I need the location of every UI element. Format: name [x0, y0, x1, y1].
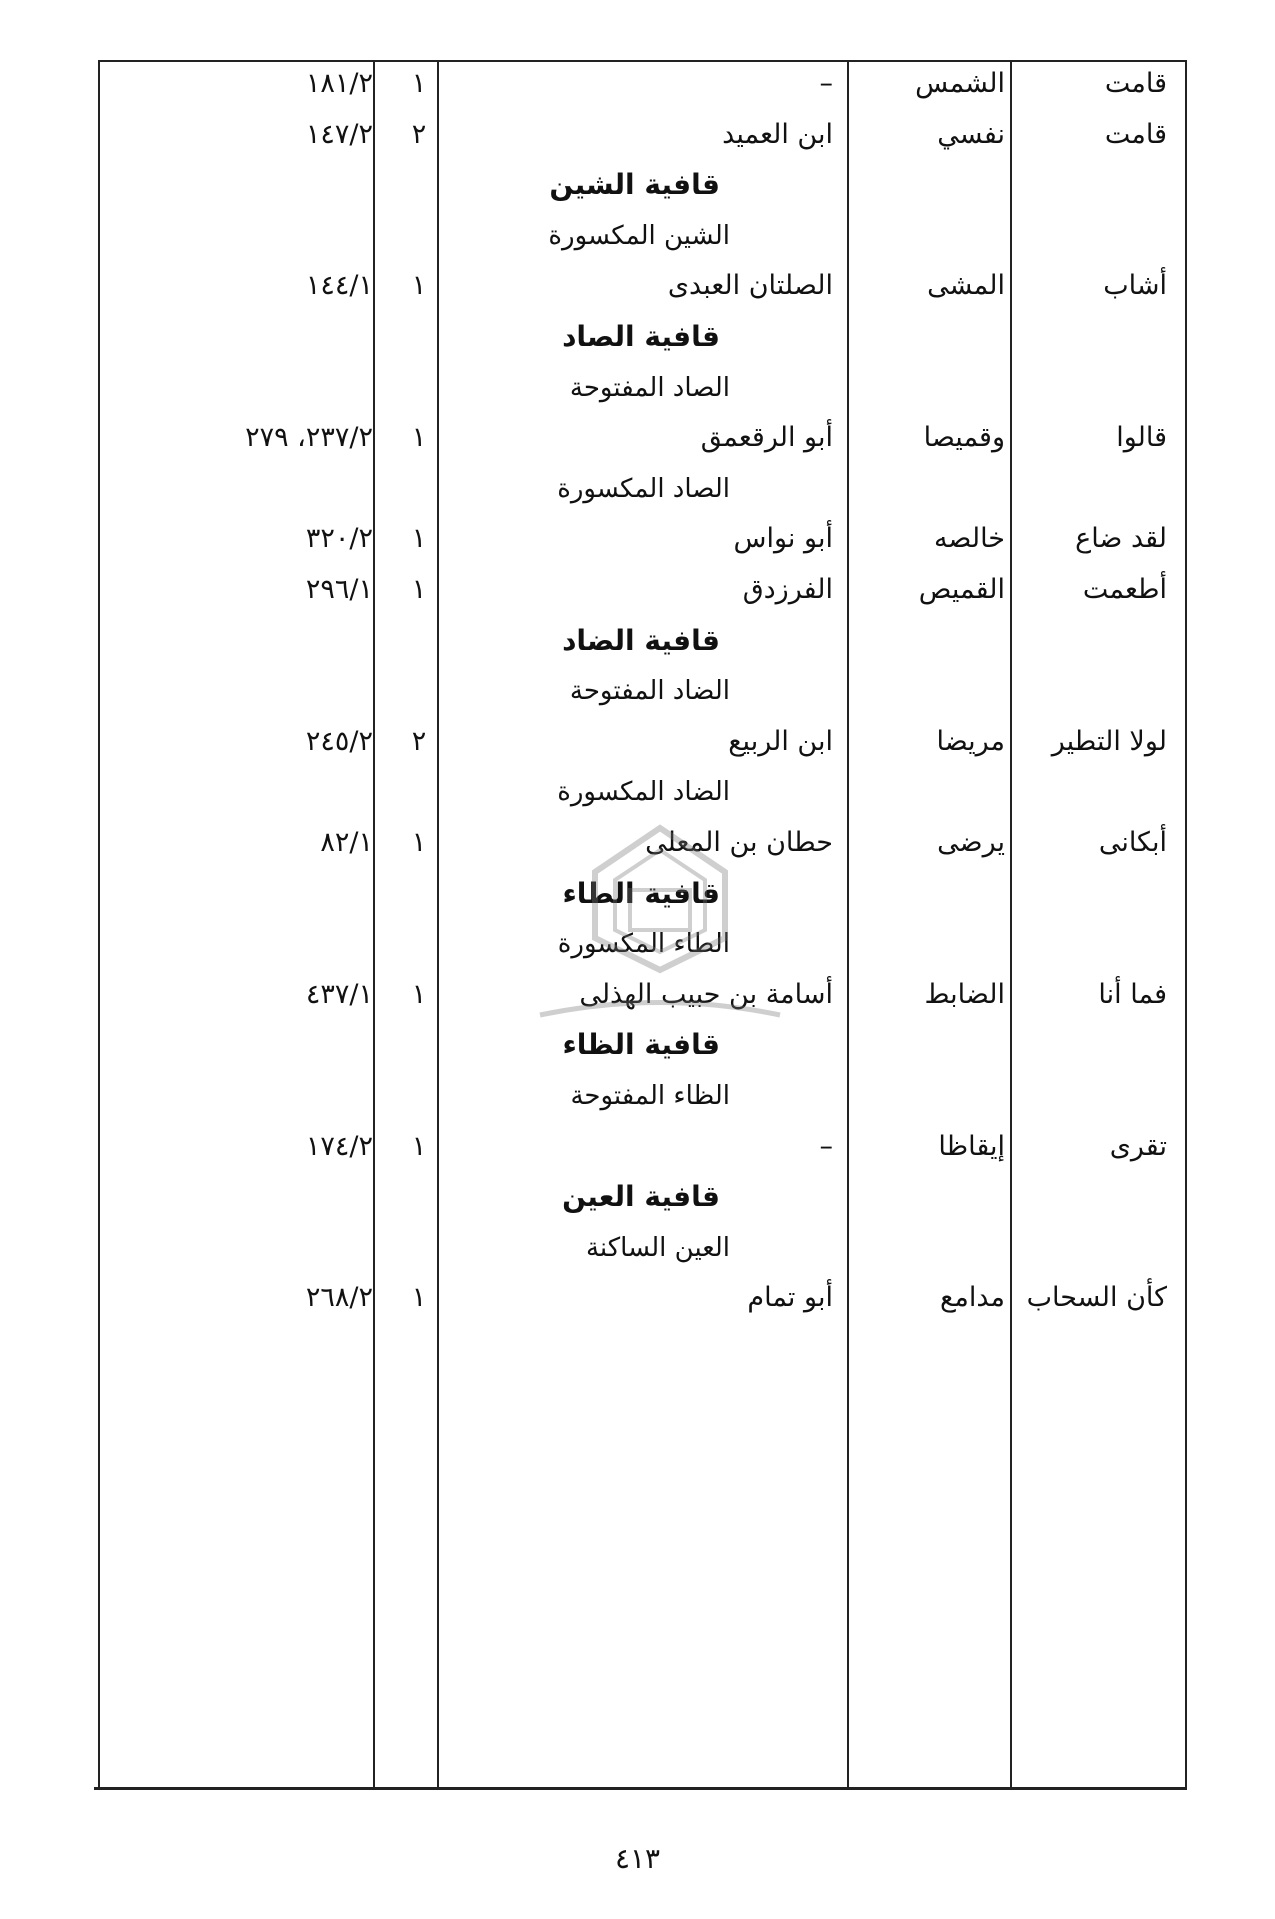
verse-opening-word: تقرى: [1109, 1130, 1167, 1162]
verse-count: ١: [411, 270, 427, 302]
verse-opening-word: كأن السحاب: [1026, 1282, 1167, 1314]
rhyme-word: المشى: [927, 270, 1005, 302]
table-row: [0, 1268, 1275, 1328]
rhyme-subsection-title: الشين المكسورة: [548, 220, 730, 251]
rhyme-word: خالصه: [933, 523, 1005, 555]
verse-count: ١: [411, 978, 427, 1010]
verse-opening-word: أطعمت: [1082, 574, 1167, 605]
poet-name: أبو الرقعمق: [700, 422, 833, 454]
rhyme-word: القميص: [918, 574, 1005, 605]
rhyme-word: مدامع: [940, 1282, 1005, 1314]
page-reference: ١٤٧/٢: [305, 118, 373, 150]
poet-name: –: [819, 68, 833, 99]
rhyme-section-title: قافية الصاد: [562, 320, 720, 353]
rhyme-word: إيقاظا: [938, 1130, 1005, 1162]
poet-name: أسامة بن حبيب الهذلى: [579, 978, 833, 1010]
poet-name: الفرزدق: [742, 574, 833, 605]
page-reference: ١٧٤/٢: [305, 1130, 373, 1162]
verse-opening-word: قامت: [1104, 68, 1167, 99]
rhyme-word: نفسي: [937, 118, 1005, 150]
rhyme-word: يرضى: [937, 827, 1005, 858]
page-reference: ٣٢٠/٢: [305, 523, 373, 555]
verse-opening-word: قالوا: [1116, 422, 1167, 454]
verse-count: ١: [411, 422, 427, 454]
verse-count: ١: [411, 1130, 427, 1162]
poet-name: أبو نواس: [733, 523, 833, 555]
rhyme-word: الشمس: [915, 68, 1005, 99]
verse-opening-word: أبكانى: [1098, 827, 1167, 858]
rhyme-section-title: قافية الشين: [549, 168, 720, 202]
rhyme-section-title: قافية الظاء: [562, 1028, 720, 1062]
verse-count: ١: [411, 574, 427, 605]
verse-count: ١: [411, 523, 427, 555]
verse-opening-word: قامت: [1104, 118, 1167, 150]
verse-count: ٢: [411, 118, 427, 150]
poet-name: ابن العميد: [722, 118, 833, 150]
verse-count: ١: [411, 1282, 427, 1314]
poet-name: أبو تمام: [747, 1282, 833, 1314]
verse-opening-word: لقد ضاع: [1075, 523, 1167, 555]
rhyme-word: الضابط: [924, 978, 1005, 1010]
page-reference: ٢٩٦/١: [305, 574, 373, 605]
rhyme-subsection-title: العين الساكنة: [585, 1232, 730, 1263]
page-reference: ٢٦٨/٢: [305, 1282, 373, 1314]
poet-name: الصلتان العبدى: [667, 270, 833, 302]
verse-count: ٢: [411, 725, 427, 757]
rhyme-subsection-title: الصاد المكسورة: [557, 473, 730, 504]
page-reference: ٢٣٧/٢، ٢٧٩: [245, 422, 373, 454]
page-reference: ٨٢/١: [320, 827, 373, 858]
page-reference: ٤٣٧/١: [305, 978, 373, 1010]
verse-opening-word: فما أنا: [1098, 978, 1167, 1010]
rhyme-word: وقميصا: [923, 422, 1005, 454]
table-bottom-rule: [94, 1787, 1186, 1790]
poet-name: حطان بن المعلى: [645, 827, 833, 858]
poet-name: –: [819, 1130, 833, 1162]
page-reference: ١٨١/٢: [305, 68, 373, 99]
rhyme-section-title: قافية العين: [562, 1180, 720, 1214]
verse-count: ١: [411, 68, 427, 99]
page-reference: ١٤٤/١: [305, 270, 373, 302]
rhyme-subsection-title: الطاء المكسورة: [557, 929, 730, 960]
verse-opening-word: أشاب: [1103, 270, 1167, 302]
verse-count: ١: [411, 827, 427, 858]
rhyme-subsection-title: الضاد المفتوحة: [569, 676, 730, 707]
poet-name: ابن الربيع: [728, 725, 833, 757]
page-reference: ٢٤٥/٢: [305, 725, 373, 757]
rhyme-section-title: قافية الضاد: [562, 623, 720, 657]
page-number: ٤١٣: [614, 1842, 661, 1875]
rhyme-subsection-title: الضاد المكسورة: [557, 777, 730, 808]
verse-opening-word: لولا التطير: [1051, 725, 1167, 757]
rhyme-subsection-title: الصاد المفتوحة: [569, 372, 730, 403]
rhyme-subsection-title: الظاء المفتوحة: [570, 1081, 730, 1111]
rhyme-section-title: قافية الطاء: [562, 876, 720, 910]
rhyme-word: مريضا: [936, 725, 1005, 757]
